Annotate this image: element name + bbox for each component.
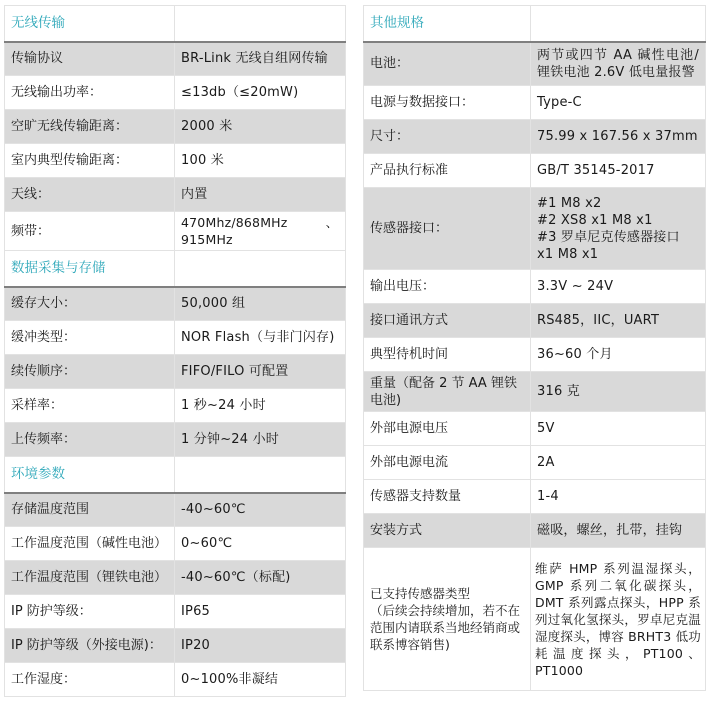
- spec-label: 典型待机时间: [364, 338, 531, 372]
- spec-label: 工作湿度：: [5, 663, 175, 697]
- spec-label: 传输协议: [5, 42, 175, 76]
- spec-row: [5, 287, 346, 321]
- spec-row: [5, 212, 346, 251]
- spec-row: [364, 270, 706, 304]
- spec-row: [364, 86, 706, 120]
- spec-value: IP20: [175, 629, 346, 663]
- spec-value: -40~60℃（标配): [175, 561, 346, 595]
- spec-row: [364, 304, 706, 338]
- spec-label: 天线：: [5, 178, 175, 212]
- spec-row: [5, 561, 346, 595]
- spec-row: [364, 338, 706, 372]
- spec-value: 36~60 个月: [531, 338, 706, 372]
- spec-row: [5, 595, 346, 629]
- spec-label: 室内典型传输距离：: [5, 144, 175, 178]
- spec-label: 传感器支持数量: [364, 480, 531, 514]
- spec-row: [5, 389, 346, 423]
- spec-value: 2000 米: [175, 110, 346, 144]
- spec-value: #1 M8 x2 #2 XS8 x1 M8 x1 #3 罗卓尼克传感器接口 x1 M8 x1: [531, 188, 706, 270]
- spec-value: 维萨 HMP 系列温湿探头，GMP 系列二氧化碳探头，DMT 系列露点探头，HPP 系列过氧化氢探头，罗卓尼克温湿度探头，博容 BRHT3 低功耗温度探头，PT100、PT1000: [531, 548, 706, 691]
- spec-row: [5, 144, 346, 178]
- right-spec-table: [363, 5, 706, 691]
- spec-label: 外部电源电流: [364, 446, 531, 480]
- spec-row: [5, 629, 346, 663]
- spec-value: 两节或四节 AA 碱性电池/锂铁电池 2.6V 低电量报警: [531, 42, 706, 86]
- spec-row: [5, 493, 346, 527]
- spec-row: [364, 154, 706, 188]
- spec-value: Type-C: [531, 86, 706, 120]
- spec-label: 上传频率：: [5, 423, 175, 457]
- spec-row: [364, 446, 706, 480]
- spec-row: [364, 188, 706, 270]
- spec-label: 频带：: [5, 212, 175, 251]
- section-title: 数据采集与存储: [5, 251, 175, 287]
- spec-label: 传感器接口：: [364, 188, 531, 270]
- spec-label: 工作温度范围（锂铁电池）: [5, 561, 175, 595]
- spec-value: 磁吸，螺丝，扎带，挂钩: [531, 514, 706, 548]
- spec-label: IP 防护等级（外接电源)：: [5, 629, 175, 663]
- spec-value: NOR Flash（与非门闪存): [175, 321, 346, 355]
- spec-value: 5V: [531, 412, 706, 446]
- spec-value: 0~100%非凝结: [175, 663, 346, 697]
- spec-row: [5, 110, 346, 144]
- spec-value: 3.3V ~ 24V: [531, 270, 706, 304]
- section-header-data: [5, 251, 346, 287]
- spec-row: [5, 355, 346, 389]
- spec-value: 316 克: [531, 372, 706, 412]
- spec-row: [364, 120, 706, 154]
- spec-value: 470Mhz/868MHz 、915MHz: [175, 212, 346, 251]
- spec-label: 外部电源电压: [364, 412, 531, 446]
- spec-label: 安装方式: [364, 514, 531, 548]
- spec-row: [364, 412, 706, 446]
- spec-row: [5, 423, 346, 457]
- spec-label: 电源与数据接口：: [364, 86, 531, 120]
- spec-row: [364, 42, 706, 86]
- spec-row: [364, 372, 706, 412]
- spec-label: 存储温度范围: [5, 493, 175, 527]
- spec-value: BR-Link 无线自组网传输: [175, 42, 346, 76]
- spec-value: ≤13db（≤20mW): [175, 76, 346, 110]
- spec-value: 内置: [175, 178, 346, 212]
- spec-row: [5, 76, 346, 110]
- spec-value: IP65: [175, 595, 346, 629]
- spec-label: 尺寸：: [364, 120, 531, 154]
- spec-row: [5, 178, 346, 212]
- spec-label: 续传顺序：: [5, 355, 175, 389]
- spec-label: 空旷无线传输距离：: [5, 110, 175, 144]
- spec-value: 1-4: [531, 480, 706, 514]
- spec-label: 接口通讯方式: [364, 304, 531, 338]
- spec-row: [5, 321, 346, 355]
- spec-value: -40~60℃: [175, 493, 346, 527]
- left-spec-table: [4, 5, 346, 697]
- spec-value: 50,000 组: [175, 287, 346, 321]
- section-title: 其他规格: [364, 6, 531, 42]
- spec-label: 缓存大小：: [5, 287, 175, 321]
- spec-value: 75.99 x 167.56 x 37mm: [531, 120, 706, 154]
- spec-value: RS485，IIC，UART: [531, 304, 706, 338]
- spec-label: 电池：: [364, 42, 531, 86]
- spec-value: FIFO/FILO 可配置: [175, 355, 346, 389]
- section-header-environment: [5, 457, 346, 493]
- spec-row: [5, 42, 346, 76]
- spec-label: 重量（配备 2 节 AA 锂铁电池): [364, 372, 531, 412]
- spec-value: 0~60℃: [175, 527, 346, 561]
- spec-value: 2A: [531, 446, 706, 480]
- section-title: 环境参数: [5, 457, 175, 493]
- spec-value: GB/T 35145-2017: [531, 154, 706, 188]
- spec-value: 1 分钟~24 小时: [175, 423, 346, 457]
- spec-label: IP 防护等级：: [5, 595, 175, 629]
- spec-label: 已支持传感器类型 （后续会持续增加，若不在范围内请联系当地经销商或联系博容销售): [364, 548, 531, 691]
- spec-label: 缓冲类型：: [5, 321, 175, 355]
- spec-value: 100 米: [175, 144, 346, 178]
- spec-row: [5, 527, 346, 561]
- spec-row: [364, 480, 706, 514]
- spec-label: 输出电压：: [364, 270, 531, 304]
- spec-row: [5, 663, 346, 697]
- section-title: 无线传输: [5, 6, 175, 42]
- spec-label: 采样率：: [5, 389, 175, 423]
- spec-row: [364, 514, 706, 548]
- section-header-other: [364, 6, 706, 42]
- spec-value: 1 秒~24 小时: [175, 389, 346, 423]
- section-header-wireless: [5, 6, 346, 42]
- spec-label: 工作温度范围（碱性电池）: [5, 527, 175, 561]
- spec-label: 产品执行标准: [364, 154, 531, 188]
- spec-label: 无线输出功率：: [5, 76, 175, 110]
- spec-row: [364, 548, 706, 691]
